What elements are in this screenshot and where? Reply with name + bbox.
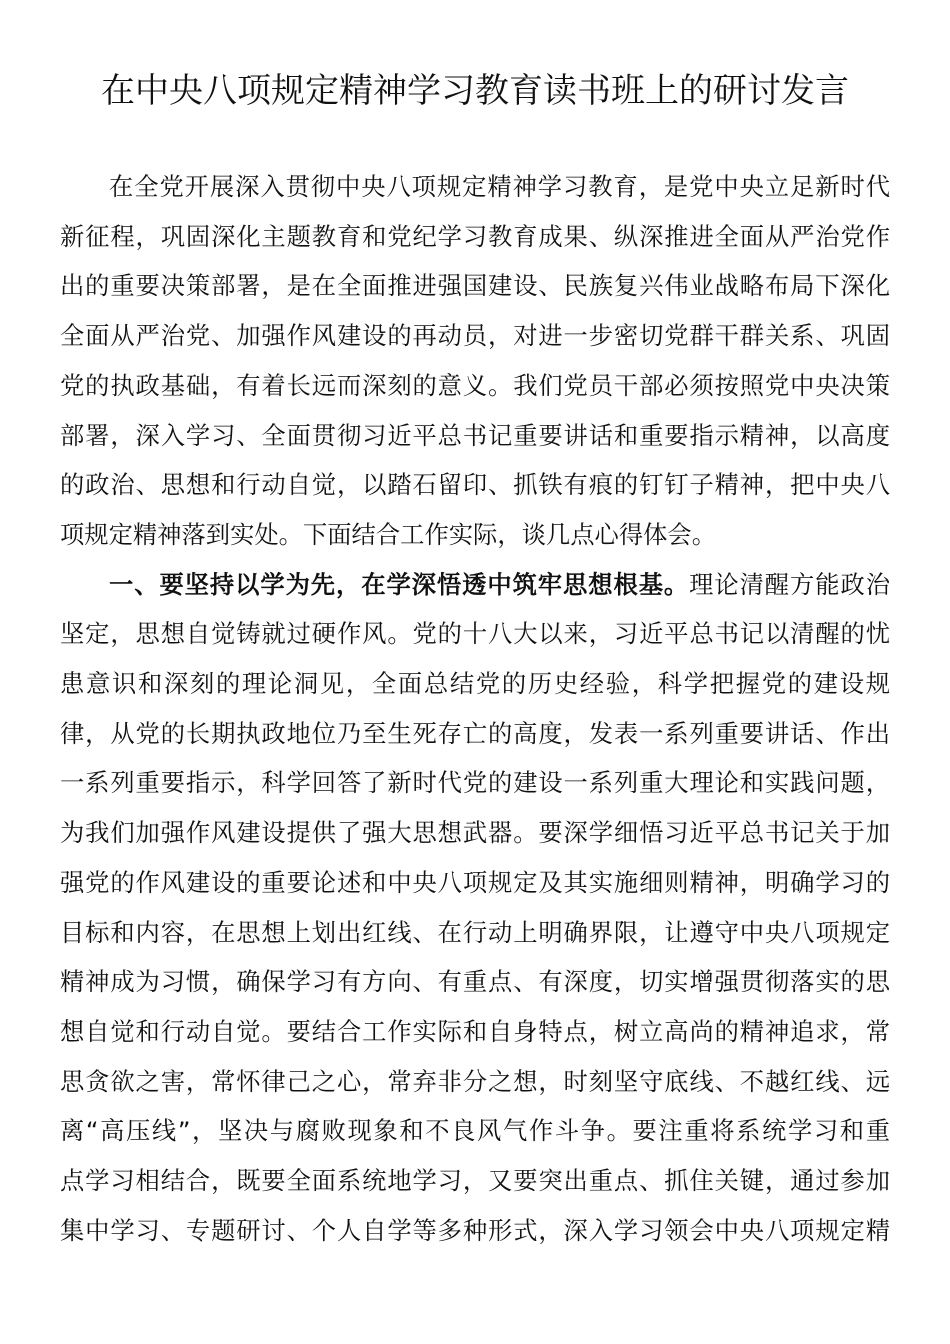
paragraph-line: 集中学习、专题研讨、个人自学等多种形式，深入学习领会中央八项规定精: [60, 1215, 890, 1245]
paragraph-line: 离“高压线”，坚决与腐败现象和不良风气作斗争。要注重将系统学习和重: [60, 1116, 890, 1146]
paragraph-line: 为我们加强作风建设提供了强大思想武器。要深学细悟习近平总书记关于加: [60, 818, 890, 848]
document-body: [60, 162, 890, 1255]
paragraph-line: 想自觉和行动自觉。要结合工作实际和自身特点，树立高尚的精神追求，常: [60, 1016, 890, 1046]
paragraph-line: 部署，深入学习、全面贯彻习近平总书记重要讲话和重要指示精神，以高度: [60, 420, 890, 450]
paragraph-line: 精神成为习惯，确保学习有方向、有重点、有深度，切实增强贯彻落实的思: [60, 967, 890, 997]
paragraph-line: 律，从党的长期执政地位乃至生死存亡的高度，发表一系列重要讲话、作出: [60, 718, 890, 748]
paragraph-line: 点学习相结合，既要全面系统地学习，又要突出重点、抓住关键，通过参加: [60, 1166, 890, 1196]
intro-paragraph: [60, 162, 890, 560]
paragraph-line: 一系列重要指示，科学回答了新时代党的建设一系列重大理论和实践问题，: [60, 768, 890, 798]
document-title: 在中央八项规定精神学习教育读书班上的研讨发言: [101, 71, 849, 111]
section-1-paragraph: [60, 560, 890, 1256]
paragraph-line-rest: 理论清醒方能政治: [689, 569, 891, 599]
paragraph-line: 强党的作风建设的重要论述和中央八项规定及其实施细则精神，明确学习的: [60, 867, 890, 897]
paragraph-line: 出的重要决策部署，是在全面推进强国建设、民族复兴伟业战略布局下深化: [60, 271, 890, 301]
paragraph-line: 在全党开展深入贯彻中央八项规定精神学习教育，是党中央立足新时代: [109, 172, 890, 201]
paragraph-line: 思贪欲之害，常怀律己之心，常弃非分之想，时刻坚守底线、不越红线、远: [60, 1066, 890, 1096]
paragraph-line: 全面从严治党、加强作风建设的再动员，对进一步密切党群干群关系、巩固: [60, 321, 890, 351]
paragraph-line: 新征程，巩固深化主题教育和党纪学习教育成果、纵深推进全面从严治党作: [60, 221, 890, 251]
paragraph-line: 党的执政基础，有着长远而深刻的意义。我们党员干部必须按照党中央决策: [60, 370, 890, 400]
paragraph-line: 目标和内容，在思想上划出红线、在行动上明确界限，让遵守中央八项规定: [60, 917, 890, 947]
paragraph-line: 患意识和深刻的理论洞见，全面总结党的历史经验，科学把握党的建设规: [60, 669, 890, 699]
paragraph-line: 项规定精神落到实处。下面结合工作实际，谈几点心得体会。: [60, 519, 717, 549]
section-1-first-line: [60, 560, 890, 610]
paragraph-line: 坚定，思想自觉铸就过硬作风。党的十八大以来，习近平总书记以清醒的忧: [60, 619, 890, 649]
paragraph-line: 的政治、思想和行动自觉，以踏石留印、抓铁有痕的钉钉子精神，把中央八: [60, 470, 890, 500]
section-1-heading: 一、要坚持以学为先，在学深悟透中筑牢思想根基。: [109, 569, 690, 599]
